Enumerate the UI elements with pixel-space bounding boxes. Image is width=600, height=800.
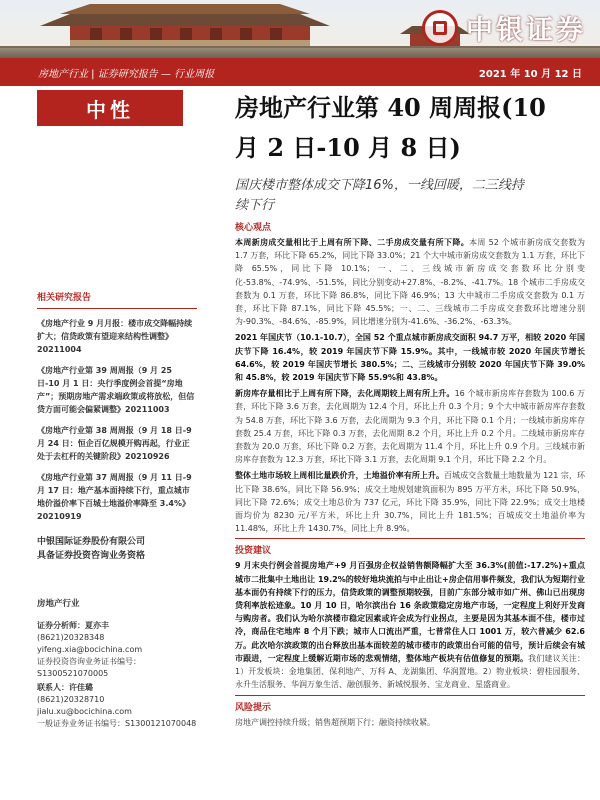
industry-label: 房地产行业 bbox=[37, 599, 80, 609]
breadcrumb: 房地产行业 | 证券研究报告 — 行业周报 bbox=[38, 68, 215, 80]
analyst-phone: (8621)20328348 bbox=[37, 633, 105, 642]
related-report-link[interactable]: 《房地产行业第 38 周周报（9 月 18 日-9 月 24 日：恒企百亿规模开购再起，行业正处于去杠杆的关键阶段》20210926 bbox=[37, 426, 192, 461]
investment-advice-paragraph: 9 月末央行例会首提房地产+9 月百强房企权益销售额降幅扩大至 36.3%(前值:-17.2%)+重点城市二批集中土地出让 19.2%的较好地块流拍与中止出让+房企信用事件频发，我们认为短期行业基本面仍有持续下行的压力，信贷政策的调整预期较强，目前广东部分城市如广州、佛山已出现房贷利率放松迹象。10 月 10 日，哈尔滨出台 16 条政策稳定房地产市场，一定程度上利好开发商与购房者。我们认为哈尔滨楼市稳定因素或许会成为行业拐点，主要是因为其基本面不佳，楼市过冷，商品住宅地库 8 个月下跌；城市人口流出严重，七普常住人口 1001 万，较六普减少 62.6 万。此次哈尔滨政策的出台释放出基本面较差的城市楼市的政策出台可能的信号，预计后续会有城市跟进，一定程度上缓解近期市场的悲观情绪，整体地产板块有估值修复的预期。我们建议关注：1）开发板块：金地集团、保利地产、万科 A、龙湖集团、华润置地。2）物业板块：碧桂园服务、永升生活服务、华润万象生活、融创服务、新城悦服务、宝龙商业、星盛商业。 bbox=[235, 561, 585, 690]
contact-phone: (8621)20328710 bbox=[37, 695, 105, 704]
related-report-link[interactable]: 《房地产行业第 39 周周报（9 月 25 日-10 月 1 日：央行季度例会首提“房地产”；预期房地产需求端政策或将放松，但信贷方面可能会偏紧调整》20211003 bbox=[37, 366, 195, 414]
analyst-cert: 证券投资咨询业务证书编号：S1300521070005 bbox=[37, 657, 141, 678]
risk-text: 房地产调控持续升级；销售超预期下行；融资持续收紧。 bbox=[235, 717, 435, 727]
divider bbox=[235, 538, 585, 539]
analyst-email[interactable]: yifeng.xia@bocichina.com bbox=[37, 645, 143, 654]
report-title: 房地产行业第 40 周周报(10 月 2 日-10 月 8 日) bbox=[235, 93, 546, 162]
related-reports-panel bbox=[37, 290, 197, 563]
core-paragraph-4: 整体土地市场较上周相比量跌价升，土地溢价率有所上升。百城成交含数量土地数量为 121 宗，环比下降 38.6%，同比下降 56.9%；成交土地规划建筑面积为 895 万平方米，环比下降 50.9%，同比下降 72.6%；成交土地总价为 737 亿元，环比下降 35.9%，同比下降 22.9%；成交土地楼面均价为 8230 元/平方米，环比上升 30.7%，同比上升 181.5%；百城成交土地溢价率为 11.48%，环比上升 1430.7%，同比上升 8.9%。 bbox=[235, 471, 585, 534]
analyst-info bbox=[37, 620, 197, 680]
related-report-link[interactable]: 《房地产行业 9 月月报：楼市成交降幅持续扩大；信贷政策有望迎来结构性调整》20211004 bbox=[37, 319, 193, 354]
core-view-heading: 核心观点 bbox=[235, 223, 272, 233]
core-paragraph-2: 2021 年国庆节（10.1-10.7），全国 52 个重点城市新房成交面积 94.7 万平，相较 2020 年国庆节下降 16.4%，较 2019 年国庆节下降 15.9%。其中，一线城市较 2020 年国庆节增长 64.6%，较 2019 年国庆节增长 380.5%；二、三线城市分别较 2020 年国庆节下降 39.0%和 45.8%，较 2019 年国庆节下降 55.9%和 43.8%。 bbox=[235, 333, 585, 383]
bank-of-china-logo-icon bbox=[422, 10, 458, 46]
core-paragraph-1: 本周新房成交量相比于上周有所下降、二手房成交量有所下降。本周 52 个城市新房成交套数为 1.7 万套，环比下降 65.2%，同比下降 33.0%；21 个大中城市新房成交套数为 1.1 万套，环比下降 65.5%，同比下降 10.1%；一、二、三线城市新房成交套数环比分别变化-53.8%、-74.9%、-51.5%，同比分别变动+27.8%、-8.2%、-41.7%。18 个城市二手房成交套数为 0.1 万套，环比下降 86.8%，同比下降 46.9%；13 大中城市二手房成交套数为 0.1 万套，环比下降 87.1%，同比下降 45.5%；一、二、三线城市二手房成交套数环比增速分别为-90.3%、-84.6%、-85.9%，同比增速分别为-41.6%、-36.2%、-63.3%。 bbox=[235, 238, 585, 327]
report-subtitle: 国庆楼市整体成交下降16%，一线回暖，二三线持 续下行 bbox=[235, 178, 524, 213]
related-reports-heading: 相关研究报告 bbox=[37, 293, 92, 303]
analyst-name: 证券分析师：夏亦丰 bbox=[37, 621, 109, 630]
core-paragraph-3: 新房库存量相比于上周有所下降，去化周期较上周有所上升。16 个城市新房库存套数为 100.6 万套，环比下降 3.6 万套，去化周期为 12.4 个月，环比上升 0.3 个月；9 个大中城市新房库存套数为 54.8 万套，环比下降 3.6 万套，去化周期为 9.3 个月，环比下降 0.1 个月；一线城市新房库存套数 25.4 万套，环比下降 0.3 万套，去化周期 8.2 个月，环比上升 0.2 个月。二线城市新房库存套数为 20.0 万套，环比下降 0.2 万套，去化周期为 11.4 个月，环比上升 0.9 个月。三线城市新房库存套数为 12.3 万套，环比下降 3.1 万套，去化周期 9.1 个月，环比下降 2.2 个月。 bbox=[235, 389, 585, 465]
divider bbox=[37, 308, 197, 309]
company-logo bbox=[422, 8, 586, 47]
report-date: 2021 年 10 月 12 日 bbox=[478, 68, 582, 80]
rating-badge: 中性 bbox=[37, 90, 183, 126]
logo-text: 中银证券 bbox=[466, 15, 586, 46]
contact-cert: 一般证券业务证书编号：S1300121070048 bbox=[37, 719, 197, 728]
main-content bbox=[235, 86, 585, 732]
risk-heading: 风险提示 bbox=[235, 702, 272, 713]
contact-info bbox=[37, 682, 197, 730]
company-name: 中银国际证券股份有限公司 bbox=[37, 537, 146, 547]
investment-advice-heading: 投资建议 bbox=[235, 546, 272, 557]
divider bbox=[235, 695, 585, 696]
header-banner bbox=[0, 0, 600, 58]
related-report-link[interactable]: 《房地产行业第 37 周周报（9 月 11 日-9 月 17 日：地产基本面持续下行，重点城市地价溢价率下百城土地溢价率降至 3.4%》20210919 bbox=[37, 473, 192, 521]
company-qualification: 具备证券投资咨询业务资格 bbox=[37, 551, 146, 561]
contact-email[interactable]: jialu.xu@bocichina.com bbox=[37, 707, 132, 716]
contact-name: 联系人：许佳璐 bbox=[37, 683, 93, 692]
report-header-bar bbox=[0, 58, 600, 86]
